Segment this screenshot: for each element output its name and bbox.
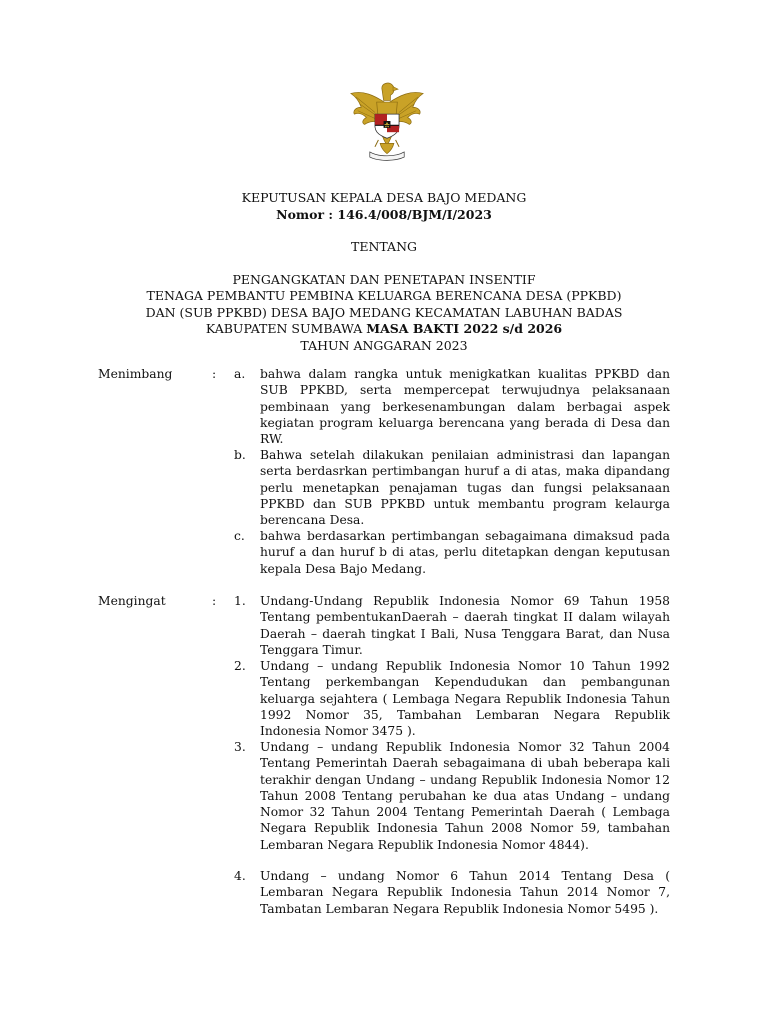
section-colon: :: [212, 367, 217, 381]
garuda-pancasila-emblem: [344, 78, 430, 164]
item-marker: 2.: [234, 659, 246, 673]
section-colon: :: [212, 594, 217, 608]
subject-line: DAN (SUB PPKBD) DESA BAJO MEDANG KECAMATAN LABUHAN BADAS: [145, 304, 623, 320]
kabupaten-text: KABUPATEN SUMBAWA: [205, 321, 367, 336]
item-marker: c.: [234, 529, 245, 543]
item-text: Undang – undang Republik Indonesia Nomor 32 Tahun 2004 Tentang Pemerintah Daerah sebagaimana di ubah beberapa kali terakhir dengan Undang – undang Republik Indonesia Nomor 12 Tahun 2008 Tentang perubahan ke dua atas Undang – undang Nomor 32 Tahun 2004 Tentang Pemerintah Daerah ( Lembaga Negara Republik Indonesia Tahun 2008 Nomor 59, tambahan Lembaran Negara Republik Indonesia Nomor 4844).: [260, 740, 670, 852]
section-label: Menimbang: [98, 367, 173, 381]
fiscal-year: TAHUN ANGGARAN 2023: [300, 337, 468, 353]
item-marker: 1.: [234, 594, 246, 608]
subject-line-kabupaten: [0, 321, 768, 338]
decree-number: Nomor : 146.4/008/BJM/I/2023: [276, 206, 492, 222]
item-marker: 4.: [234, 869, 246, 883]
item-marker: 3.: [234, 740, 246, 754]
item-text: Undang – undang Republik Indonesia Nomor 10 Tahun 1992 Tentang perkembangan Kependudukan dan pembangunan keluarga sejahtera ( Lembaga Negara Republik Indonesia Tahun 1992 Nomor 35, Tambahan Lembaran Negara Republik Indonesia Nomor 3475 ).: [260, 659, 670, 739]
item-text: Bahwa setelah dilakukan penilaian administrasi dan lapangan serta berdasrkan pertimbangan huruf a di atas, maka dipandang perlu menetapkan penajaman tugas dan fungsi pelaksanaan PPKBD dan SUB PPKBD untuk membantu program kelaurga berencana Desa.: [260, 448, 670, 528]
document-header: [0, 190, 768, 354]
subject-line: TENAGA PEMBANTU PEMBINA KELUARGA BERENCANA DESA (PPKBD): [146, 288, 622, 303]
item-text: bahwa dalam rangka untuk menigkatkan kualitas PPKBD dan SUB PPKBD, serta mempercepat terwujudnya pelaksanaan pembinaan yang berkesenambungan dalam berbagai aspek kegiatan program keluarga berencana yang berada di Desa dan RW.: [260, 367, 670, 447]
item-text: bahwa berdasarkan pertimbangan sebagaimana dimaksud pada huruf a dan huruf b di atas, perlu ditetapkan dengan keputusan kepala Desa Bajo Medang.: [260, 529, 670, 576]
item-text: Undang – undang Nomor 6 Tahun 2014 Tentang Desa ( Lembaran Negara Republik Indonesia Tahun 2014 Nomor 7, Tambatan Lembaran Negara Republik Indonesia Nomor 5495 ).: [260, 869, 670, 916]
subject-line: PENGANGKATAN DAN PENETAPAN INSENTIF: [232, 271, 536, 287]
tentang-heading: TENTANG: [350, 239, 417, 254]
item-marker: b.: [234, 448, 246, 462]
masa-bakti-text: MASA BAKTI 2022 s/d 2026: [366, 321, 563, 336]
decree-title: KEPUTUSAN KEPALA DESA BAJO MEDANG: [241, 190, 527, 205]
item-text: Undang-Undang Republik Indonesia Nomor 69 Tahun 1958 Tentang pembentukanDaerah – daerah tingkat II dalam wilayah Daerah – daerah tingkat I Bali, Nusa Tenggara Barat, dan Nusa Tenggara Timur.: [260, 594, 670, 657]
item-marker: a.: [234, 367, 246, 381]
section-label: Mengingat: [98, 594, 166, 608]
